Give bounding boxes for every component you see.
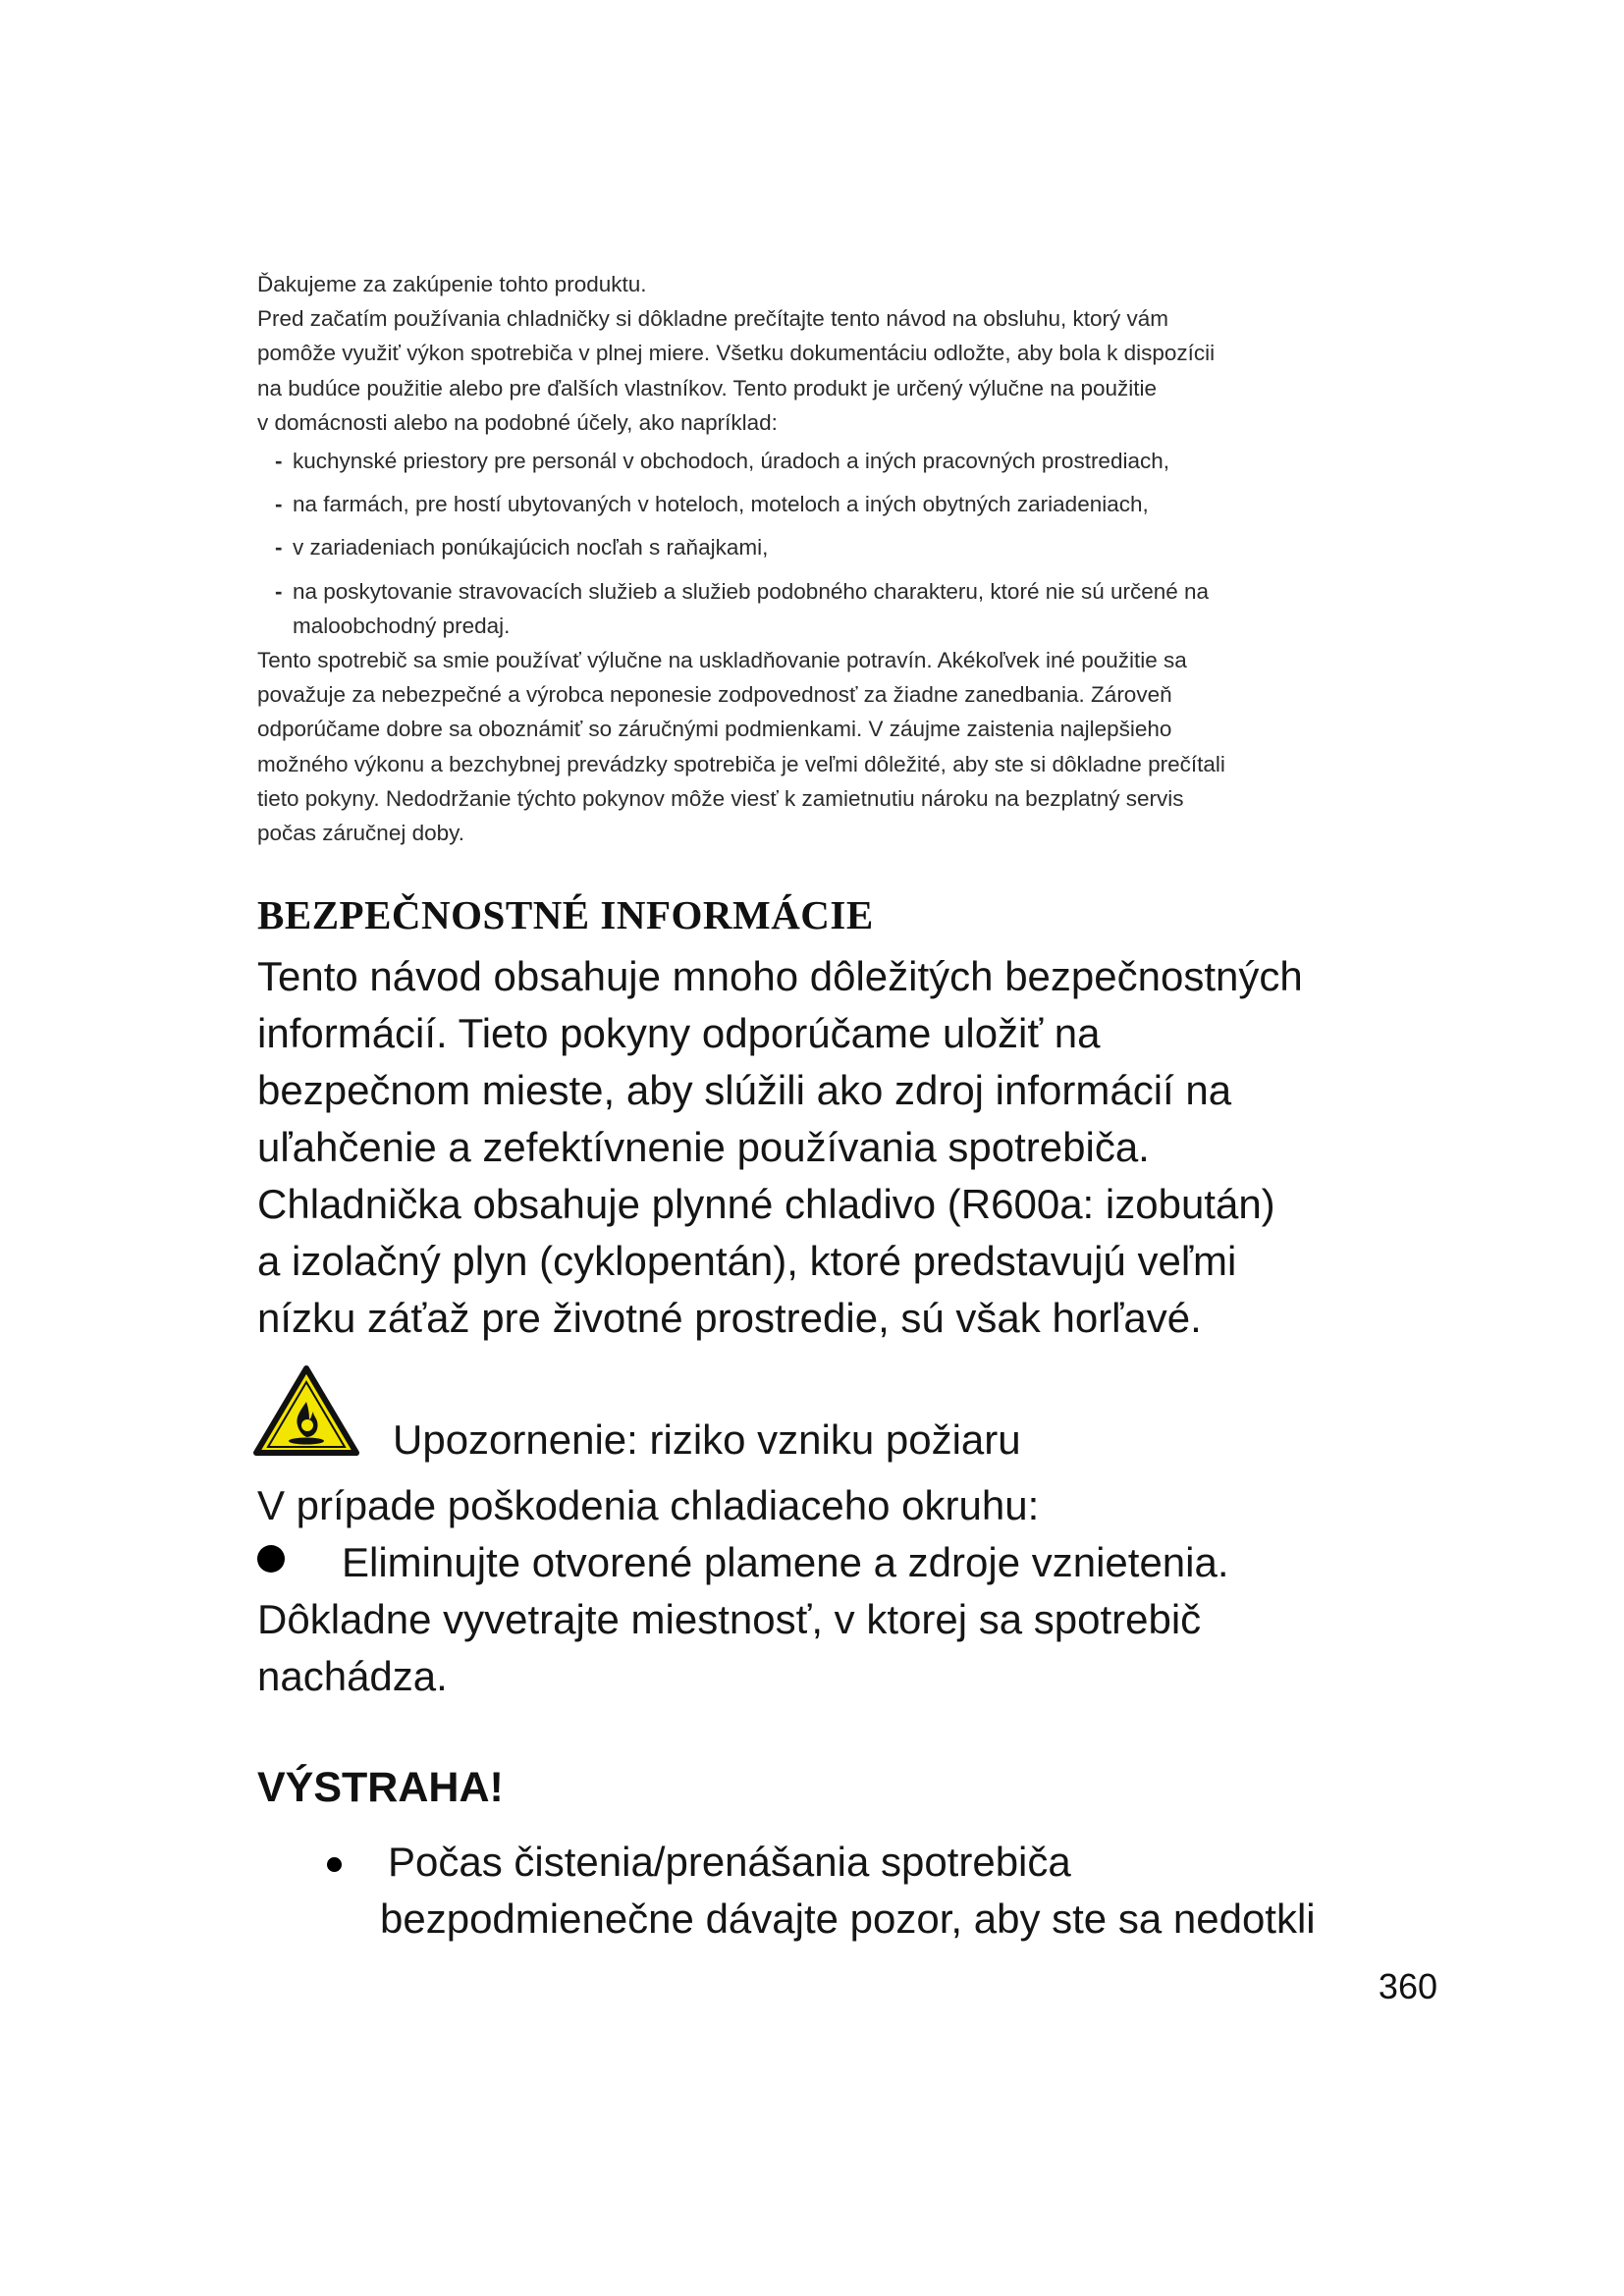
fire-warning-line: Dôkladne vyvetrajte miestnosť, v ktorej sa spotrebič: [257, 1596, 1202, 1642]
fire-warning-label: Upozornenie: riziko vzniku požiaru: [393, 1416, 1021, 1463]
usage-list-item: - kuchynské priestory pre personál v obchodoch, úradoch a iných pracovných prostrediach,: [275, 449, 1169, 474]
intro-closing-line: odporúčame dobre sa oboznámiť so záručnými podmienkami. V záujme zaistenia najlepšieho: [257, 717, 1172, 742]
bullet-dot-icon: [257, 1545, 285, 1573]
warning-item-line: Počas čistenia/prenášania spotrebiča: [388, 1839, 1071, 1885]
warning-list: [327, 1834, 1456, 1948]
safety-text: [257, 948, 1435, 1347]
circuit-damage-line: V prípade poškodenia chladiaceho okruhu:: [257, 1482, 1040, 1528]
warning-item-line: bezpodmienečne dávajte pozor, aby ste sa nedotkli: [380, 1896, 1316, 1942]
usage-list-item: - na farmách, pre hostí ubytovaných v hoteloch, moteloch a iných obytných zariadeniach,: [275, 492, 1149, 517]
fire-warning-bullet: [257, 1534, 1435, 1591]
warning-list-item: [327, 1834, 1456, 1948]
safety-line: informácií. Tieto pokyny odporúčame uložiť na: [257, 1010, 1101, 1056]
intro-line: na budúce použitie alebo pre ďalších vlastníkov. Tento produkt je určený výlučne na použitie: [257, 375, 1158, 400]
intro-line: Ďakujeme za zakúpenie tohto produktu.: [257, 272, 647, 296]
intro-line: pomôže využiť výkon spotrebiča v plnej miere. Všetku dokumentáciu odložte, aby bola k dispozícii: [257, 341, 1216, 366]
usage-list-item: - v zariadeniach ponúkajúcich nocľah s raňajkami,: [275, 535, 769, 561]
safety-line: uľahčenie a zefektívnenie používania spotrebiča.: [257, 1124, 1150, 1170]
usage-list-item-text: kuchynské priestory pre personál v obchodoch, úradoch a iných pracovných prostrediach,: [293, 449, 1169, 474]
intro-text: [257, 267, 1367, 850]
page-number: 360: [1378, 1966, 1437, 2006]
safety-line: nízku záťaž pre životné prostredie, sú však horľavé.: [257, 1295, 1202, 1341]
usage-list-item-text: v zariadeniach ponúkajúcich nocľah s raňajkami,: [293, 535, 769, 561]
safety-line: Chladnička obsahuje plynné chladivo (R600a: izobután): [257, 1181, 1275, 1227]
intro-line: Pred začatím používania chladničky si dôkladne prečítajte tento návod na obsluhu, ktorý vám: [257, 306, 1169, 332]
intro-closing-line: možného výkonu a bezchybnej prevádzky spotrebiča je veľmi dôležité, aby ste si dôkladne prečítali: [257, 751, 1225, 776]
intro-line: v domácnosti alebo na podobné účely, ako napríklad:: [257, 409, 778, 435]
safety-heading: BEZPEČNOSTNÉ INFORMÁCIE: [257, 892, 874, 937]
usage-list-continuation: maloobchodný predaj.: [293, 613, 511, 638]
usage-list-item: - na poskytovanie stravovacích služieb a služieb podobného charakteru, ktoré nie sú určené na: [275, 578, 1210, 604]
safety-line: a izolačný plyn (cyklopentán), ktoré predstavujú veľmi: [257, 1238, 1237, 1284]
fire-warning-bullet-text: Eliminujte otvorené plamene a zdroje vznietenia.: [342, 1539, 1229, 1585]
warning-heading: VÝSTRAHA!: [257, 1764, 504, 1811]
flammable-warning-icon: [252, 1364, 360, 1457]
bullet-dot-icon: [327, 1857, 342, 1872]
usage-list-item-text: na poskytovanie stravovacích služieb a služieb podobného charakteru, ktoré nie sú určené na: [293, 578, 1210, 604]
intro-closing-line: počas záručnej doby.: [257, 821, 464, 846]
intro-closing-line: Tento spotrebič sa smie používať výlučne na uskladňovanie potravín. Akékoľvek iné použitie sa: [257, 648, 1187, 673]
fire-warning-text: [257, 1477, 1435, 1705]
fire-warning: [252, 1364, 1431, 1463]
safety-line: bezpečnom mieste, aby slúžili ako zdroj informácií na: [257, 1067, 1232, 1113]
intro-closing-line: považuje za nebezpečné a výrobca neponesie zodpovednosť za žiadne zanedbania. Zároveň: [257, 682, 1172, 708]
intro-closing-line: tieto pokyny. Nedodržanie týchto pokynov môže viesť k zamietnutiu nároku na bezplatný servis: [257, 785, 1184, 811]
safety-line: Tento návod obsahuje mnoho dôležitých bezpečnostných: [257, 953, 1303, 999]
usage-list-item-text: na farmách, pre hostí ubytovaných v hoteloch, moteloch a iných obytných zariadeniach,: [293, 492, 1149, 517]
fire-warning-line: nachádza.: [257, 1653, 448, 1699]
